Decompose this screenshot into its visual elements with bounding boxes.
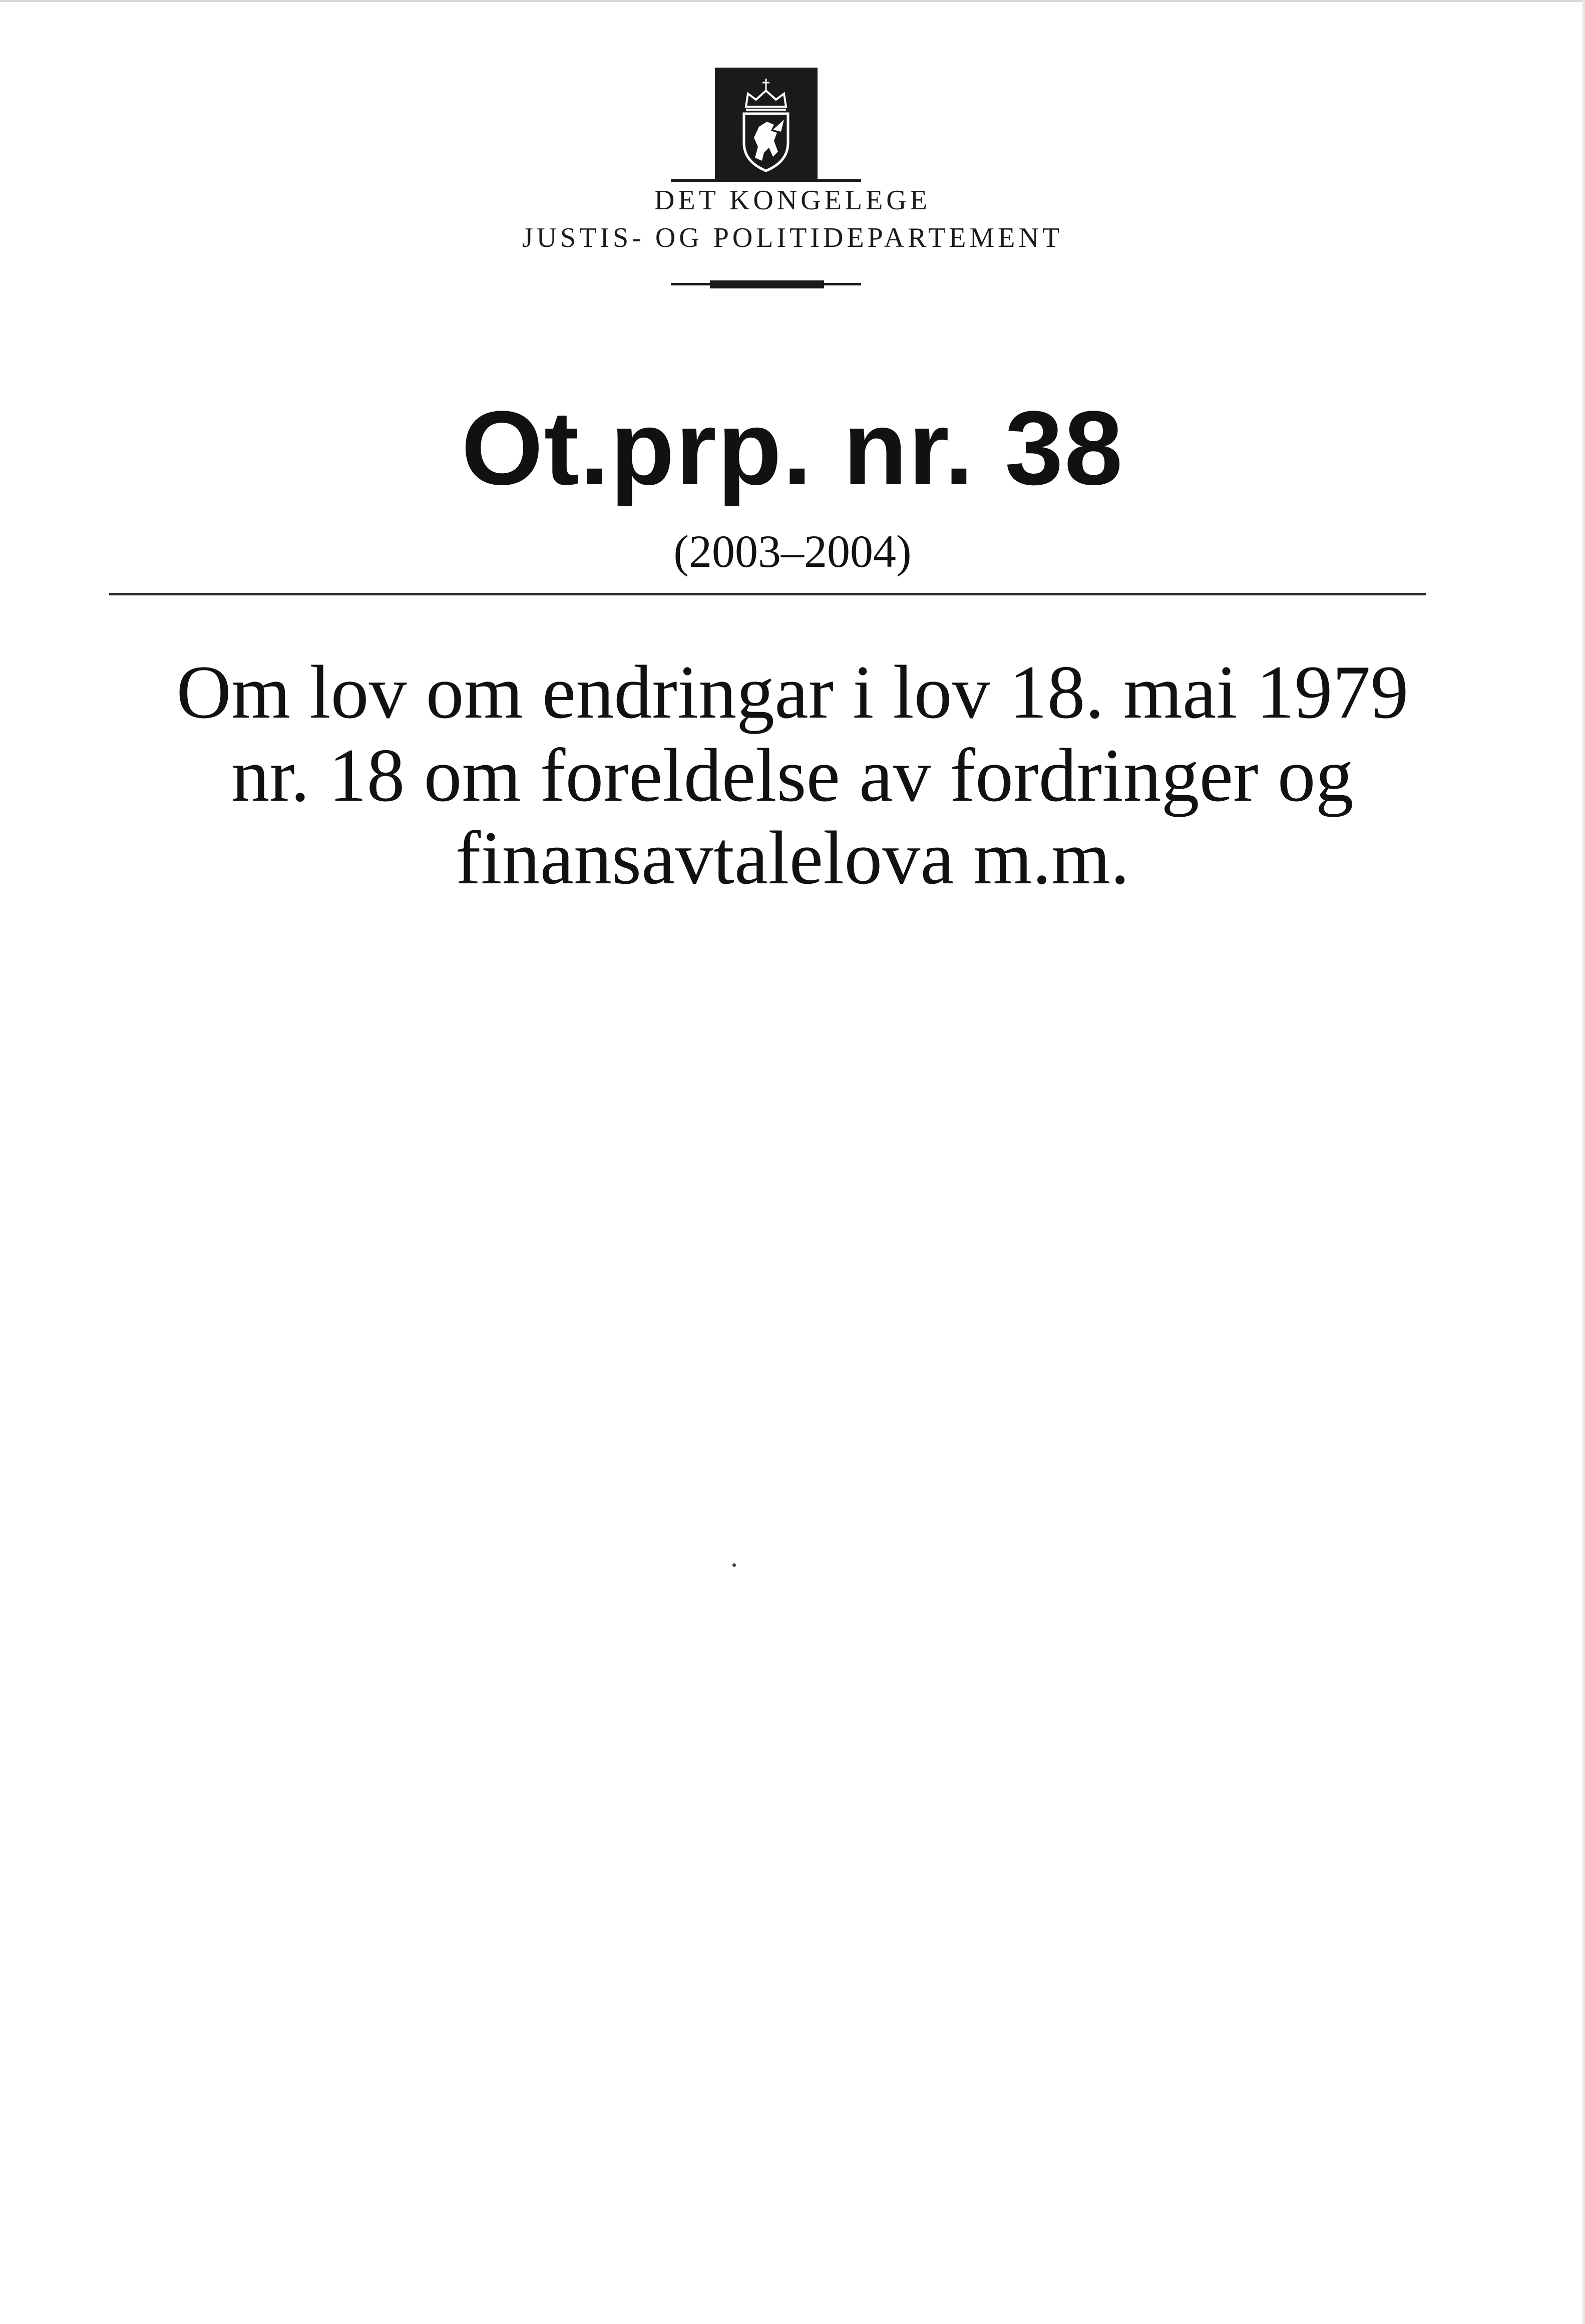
- title-line: Om lov om endringar i lov 18. mai 1979: [176, 650, 1409, 734]
- session-years: (2003–2004): [673, 526, 912, 577]
- scan-speck: [732, 1563, 736, 1567]
- header-rule: [671, 179, 861, 182]
- page-edge: [0, 0, 1585, 2]
- header-rule-accent: [710, 280, 824, 288]
- coat-of-arms-icon: [715, 68, 818, 180]
- document-number: Ot.prp. nr. 38: [461, 389, 1124, 507]
- ministry-name-line1: DET KONGELEGE: [654, 185, 931, 216]
- ministry-name-line2: JUSTIS- OG POLITIDEPARTEMENT: [522, 222, 1063, 253]
- page-edge: [1582, 0, 1585, 2324]
- document-title: [100, 651, 1485, 900]
- title-line: nr. 18 om foreldelse av fordringer og: [231, 733, 1354, 817]
- title-divider: [109, 593, 1426, 595]
- title-line: finansavtalelova m.m.: [455, 816, 1130, 900]
